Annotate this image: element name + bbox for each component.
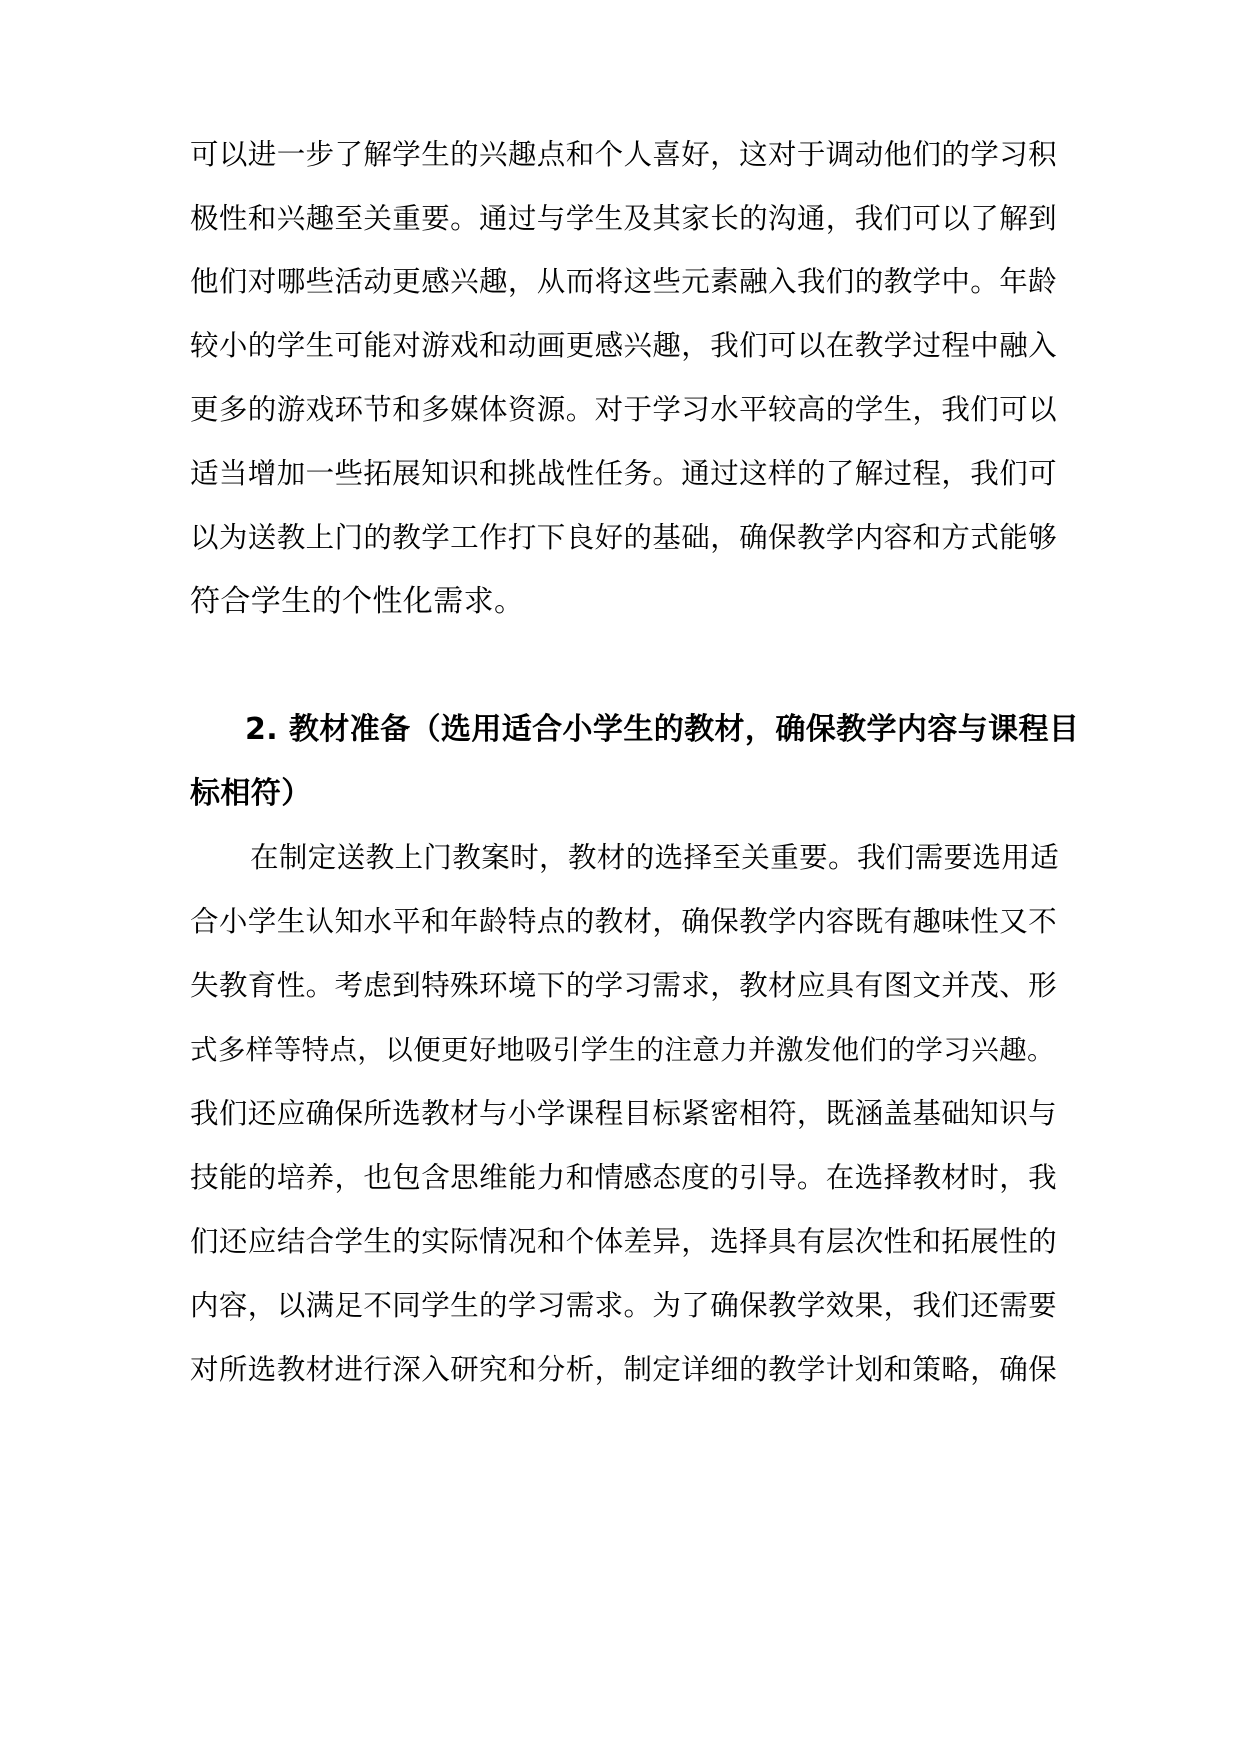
paragraph-2-line-6: 技能的培养，也包含思维能力和情感态度的引导。在选择教材时，我 <box>190 1161 1058 1194</box>
paragraph-1-line-3: 他们对哪些活动更感兴趣，从而将这些元素融入我们的教学中。年龄 <box>190 265 1058 298</box>
paragraph-2-line-8: 内容，以满足不同学生的学习需求。为了确保教学效果，我们还需要 <box>190 1289 1058 1322</box>
section-heading-line-2: 标相符） <box>190 776 312 811</box>
paragraph-2-line-2: 合小学生认知水平和年龄特点的教材，确保教学内容既有趣味性又不 <box>190 905 1058 938</box>
paragraph-2-line-4: 式多样等特点，以便更好地吸引学生的注意力并激发他们的学习兴趣。 <box>190 1034 1055 1066</box>
paragraph-1-line-4: 较小的学生可能对游戏和动画更感兴趣，我们可以在教学过程中融入 <box>190 329 1058 362</box>
paragraph-2-line-3: 失教育性。考虑到特殊环境下的学习需求，教材应具有图文并茂、形 <box>190 969 1058 1002</box>
paragraph-1-line-5: 更多的游戏环节和多媒体资源。对于学习水平较高的学生，我们可以 <box>190 393 1058 426</box>
paragraph-2-line-1: 在制定送教上门教案时，教材的选择至关重要。我们需要选用适 <box>250 841 1060 874</box>
paragraph-1-line-6: 适当增加一些拓展知识和挑战性任务。通过这样的了解过程，我们可 <box>190 457 1058 490</box>
section-heading-line-1: 2. 教材准备（选用适合小学生的教材，确保教学内容与课程目 <box>245 712 1080 747</box>
paragraph-2-line-9: 对所选教材进行深入研究和分析，制定详细的教学计划和策略，确保 <box>190 1353 1058 1386</box>
paragraph-2-line-7: 们还应结合学生的实际情况和个体差异，选择具有层次性和拓展性的 <box>190 1225 1058 1258</box>
paragraph-1-line-2: 极性和兴趣至关重要。通过与学生及其家长的沟通，我们可以了解到 <box>190 202 1058 235</box>
paragraph-1-line-8: 符合学生的个性化需求。 <box>190 584 525 619</box>
paragraph-1-line-7: 以为送教上门的教学工作打下良好的基础，确保教学内容和方式能够 <box>190 521 1058 554</box>
paragraph-2-line-5: 我们还应确保所选教材与小学课程目标紧密相符，既涵盖基础知识与 <box>190 1097 1058 1130</box>
paragraph-1-line-1: 可以进一步了解学生的兴趣点和个人喜好，这对于调动他们的学习积 <box>190 138 1058 171</box>
